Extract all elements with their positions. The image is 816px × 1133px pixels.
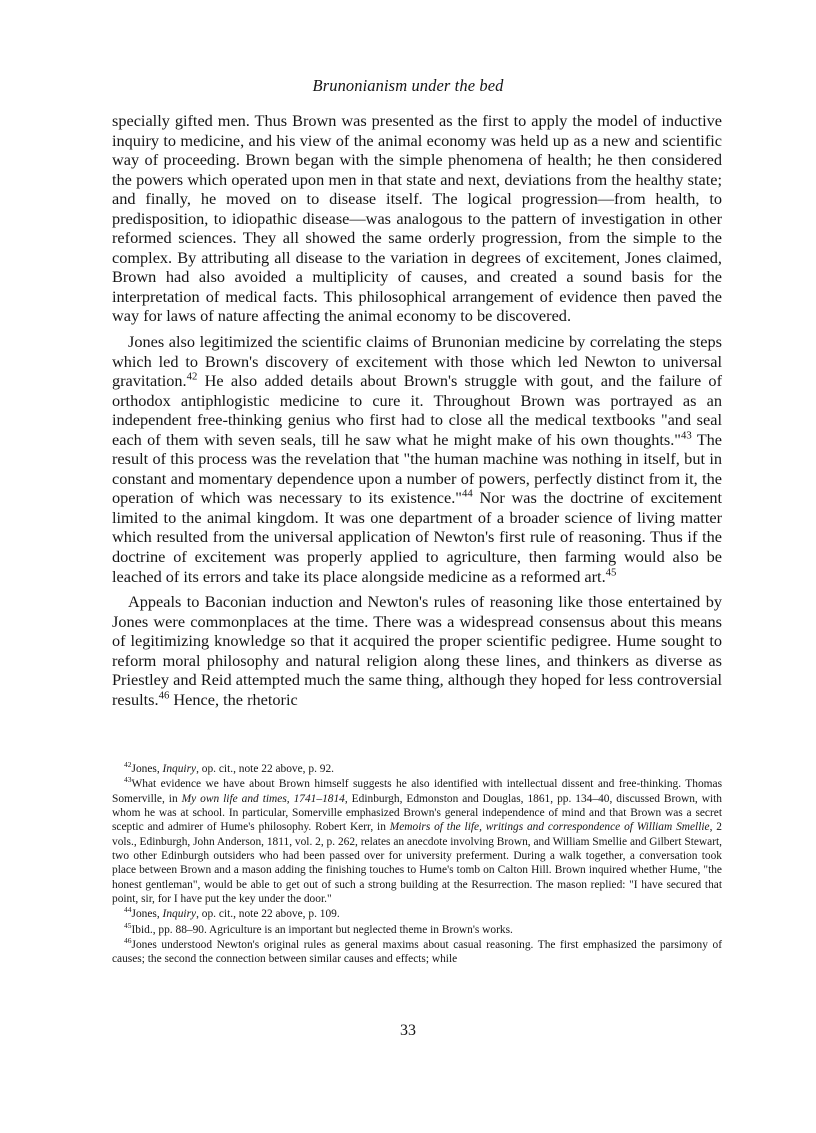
footnote-number: 43	[124, 775, 132, 785]
paragraph-3-part-2: Hence, the rhetoric	[169, 689, 298, 709]
footnote-text: Jones,	[131, 908, 163, 921]
footnote-text: Ibid., pp. 88–90. Agriculture is an important but neglected theme in Brown's works.	[131, 923, 513, 936]
note-ref-44[interactable]: 44	[461, 487, 473, 500]
running-head: Brunonianism under the bed	[312, 76, 504, 95]
footnote-number: 45	[124, 920, 132, 930]
paragraph-1: specially gifted men. Thus Brown was presented as the first to apply the model of inductive inquiry to medicine, and his view of the animal economy was held up as a new and scientific way of proceeding. Brown began with the simple phenomena of health; he then considered the powers which operated upon men in that state and next, deviations from the healthy state; and finally, he moved on to disease itself. The logical progression—from health, to predisposition, to idiopathic disease—was analogous to the pattern of investigation in other reformed sciences. They all showed the same orderly progression, from the simple to the complex. By attributing all disease to the variation in degrees of excitement, Jones claimed, Brown had also avoided a multiplicity of causes, and created a sound basis for the interpretation of medical facts. This philosophical arrangement of evidence then paved the way for laws of nature affecting the animal economy to be discovered.	[112, 111, 722, 326]
page-number: 33	[400, 1022, 416, 1039]
note-ref-42[interactable]: 42	[186, 370, 198, 383]
main-text	[112, 111, 722, 709]
footnote-text: , op. cit., note 22 above, p. 92.	[196, 763, 335, 775]
note-ref-43[interactable]: 43	[680, 429, 692, 442]
paragraph-2-part-4: Nor was the doctrine of excitement limited to the animal kingdom. It was one department of a broader science of living matter which resulted from the universal application of Newton's first rule of reasoning. Thus if the doctrine of excitement was properly applied to agriculture, then farming would also be leached of its errors and take its place alongside medicine as a reformed art.	[112, 488, 722, 586]
footnote-45	[112, 920, 722, 937]
footnote-42	[112, 762, 722, 776]
paragraph-3-part-1: Appeals to Baconian induction and Newton's rules of reasoning like those entertained by Jones were commonplaces at the time. There was a widespread consensus about this means of legitimizing knowledge so that it acquired the proper scientific pedigree. Hume sought to reform moral philosophy and natural religion along these lines, and thinkers as diverse as Priestley and Reid attempted much the same thing, although they hoped for less controversial results.	[112, 592, 722, 709]
footnote-43	[112, 777, 722, 906]
paragraph-2-part-3: The result of this process was the revelation that "the human machine was nothing in itself, but in constant and momentary dependence upon a number of powers, perfectly distinct from it, the operation of which was necessary to its existence."	[112, 429, 723, 508]
footnote-title: My own life and times, 1741–1814	[181, 792, 345, 805]
footnote-title: Memoirs of the life, writings and correspondence of William Smellie	[389, 821, 710, 834]
footnote-title: Inquiry	[162, 763, 197, 775]
footnote-number: 46	[124, 936, 132, 946]
footnote-text: , 2 vols., Edinburgh, John Anderson, 1811, vol. 2, p. 262, relates an anecdote involving Brown, and William Smellie and Gilbert Stewart, two other Edinburgh outsiders who had been passed over for university preferment. During a walk together, a conversation took place between Brown and a mason adding the finishing touches to Hume's tomb on Calton Hill. Brown inquired whether Hume, "the honest gentleman", would be able to get out of such a strong building at the Resurrection. The mason replied: "I have secured that point, sir, for I have put the key under the door."	[112, 821, 722, 906]
footnote-number: 44	[124, 905, 132, 915]
footnote-44	[112, 907, 722, 921]
note-ref-46[interactable]: 46	[158, 689, 170, 702]
paragraph-2-part-1: Jones also legitimized the scientific claims of Brunonian medicine by correlating the steps which led to Brown's discovery of excitement with those which led Newton to universal gravitation.	[112, 332, 722, 391]
footnote-text: Jones understood Newton's original rules as general maxims about casual reasoning. The first emphasized the parsimony of causes; the second the connection between similar causes and effects; while	[112, 939, 722, 966]
footnote-text: Jones,	[131, 763, 163, 775]
paragraph-2-part-2: He also added details about Brown's struggle with gout, and the failure of orthodox antiphlogistic medicine to cure it. Throughout Brown was portrayed as an independent free-thinking genius who first had to close all the medical textbooks "and seal each of them with seven seals, till he saw what he might make of his own thoughts."	[112, 371, 722, 449]
footnote-text: What evidence we have about Brown himself suggests he also identified with intellectual dissent and free-thinking. Thomas Somerville, in	[112, 778, 722, 805]
paragraph-2	[112, 332, 722, 586]
footnote-text: , Edinburgh, Edmonston and Douglas, 1861, pp. 134–40, discussed Brown, with whom he was at school. In particular, Somerville emphasized Brown's general independence of mind and that Brown was a secret sceptic and admirer of Hume's philosophy. Robert Kerr, in	[112, 792, 723, 834]
footnote-46	[112, 938, 722, 967]
footnote-text: , op. cit., note 22 above, p. 109.	[196, 908, 340, 921]
footnote-title: Inquiry	[162, 908, 197, 921]
note-ref-45[interactable]: 45	[605, 566, 617, 579]
paragraph-3	[112, 592, 722, 709]
footnote-number: 42	[124, 760, 132, 770]
footnotes	[112, 762, 722, 967]
